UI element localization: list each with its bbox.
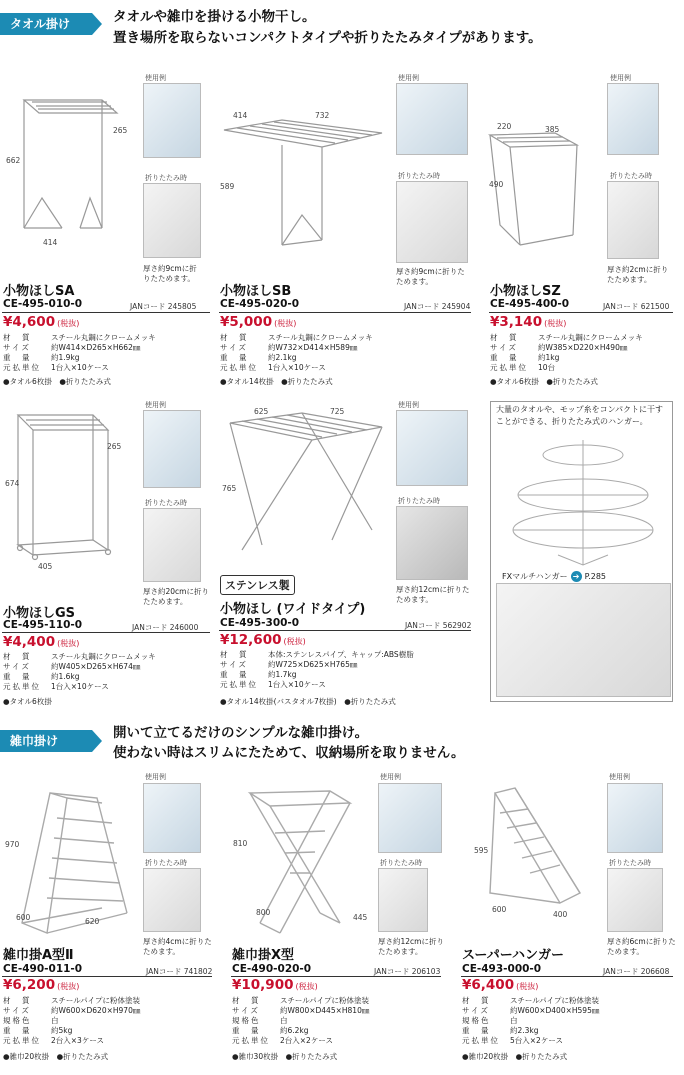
product-code: CE-490-020-0	[232, 963, 312, 975]
photo-folded	[143, 508, 201, 582]
spec-value: スチール丸鋼にクロームメッキ	[51, 652, 156, 661]
dim-width: 414	[43, 238, 58, 247]
dim-width: 800	[256, 908, 271, 917]
spec-row	[462, 1016, 599, 1026]
spec-value: スチールパイプに粉体塗装	[510, 996, 599, 1005]
spec-value: 1台入×10ケース	[51, 363, 109, 372]
price	[462, 977, 538, 993]
spec-value: 5台入×2ケース	[510, 1036, 563, 1045]
price	[3, 634, 79, 650]
price-value: ¥5,000	[220, 314, 273, 330]
jan-code: JANコード 562902	[405, 621, 472, 630]
spec-value: 10台	[538, 363, 556, 372]
spec-row	[490, 343, 643, 353]
product-code: CE-495-020-0	[220, 298, 300, 310]
price	[220, 314, 296, 330]
spec-row	[3, 1006, 140, 1016]
fold-note: 厚さ約12cmに折りたためます。	[378, 937, 444, 956]
spec-row	[3, 353, 156, 363]
divider	[489, 312, 673, 313]
spec-value: 約W725×D625×H765㎜	[268, 660, 358, 669]
photo-use-example	[143, 783, 201, 853]
product-code: CE-490-011-0	[3, 963, 83, 975]
tax-note: (税抜)	[57, 639, 80, 648]
product-code: CE-495-110-0	[3, 619, 83, 631]
photo-use-example	[378, 783, 442, 853]
spec-value: 白	[510, 1016, 518, 1025]
photo-folded	[396, 506, 468, 580]
spec-key: 重 量	[220, 670, 249, 679]
spec-row	[232, 1026, 369, 1036]
spec-row	[462, 1006, 599, 1016]
price-value: ¥6,400	[462, 977, 515, 993]
feature-list: ●タオル14枚掛 ●折りたたみ式	[220, 377, 333, 386]
price	[220, 632, 306, 648]
fold-note: 厚さ約4cmに折りたためます。	[143, 937, 212, 956]
fx-page: P.285	[584, 572, 606, 581]
spec-value: 約W600×D400×H595㎜	[510, 1006, 600, 1015]
spec-value: 約1.7kg	[268, 670, 297, 679]
spec-row	[3, 652, 156, 662]
spec-key: 材 質	[220, 650, 249, 659]
spec-key: 重 量	[462, 1026, 491, 1035]
tax-note: (税抜)	[516, 982, 539, 991]
spec-key: 元払単位	[462, 1036, 500, 1045]
material-badge: ステンレス製	[220, 575, 295, 595]
divider	[219, 312, 471, 313]
photo-folded	[396, 181, 468, 263]
photo-folded	[143, 183, 201, 258]
caption-fold: 折りたたみ時	[145, 859, 187, 867]
caption-use: 使用例	[610, 74, 631, 82]
spec-key: 規格色	[3, 1016, 32, 1025]
spec-value: 約W800×D445×H810㎜	[280, 1006, 370, 1015]
dim-width: 405	[38, 562, 53, 571]
fx-label: FXマルチハンガー	[502, 572, 568, 581]
caption-fold: 折りたたみ時	[380, 859, 422, 867]
spec-row	[220, 680, 414, 690]
spec-list	[462, 996, 599, 1046]
jan-code: JANコード 245805	[130, 302, 197, 311]
fold-note: 厚さ約12cmに折りたためます。	[396, 585, 470, 604]
arrow-right-icon: ➔	[571, 571, 582, 582]
spec-key: サイズ	[220, 343, 248, 352]
spec-key: 材 質	[3, 333, 32, 342]
price	[3, 314, 79, 330]
spec-key: 重 量	[232, 1026, 261, 1035]
product-name: 雑巾掛X型	[232, 948, 295, 963]
spec-row	[3, 682, 156, 692]
caption-use: 使用例	[145, 773, 166, 781]
spec-value: 約W385×D220×H490㎜	[538, 343, 628, 352]
spec-row	[220, 353, 373, 363]
price-value: ¥6,200	[3, 977, 56, 993]
spec-value: スチールパイプに粉体塗装	[51, 996, 140, 1005]
spec-list	[3, 333, 156, 373]
spec-key: 材 質	[462, 996, 491, 1005]
product-code: CE-495-400-0	[490, 298, 570, 310]
product-name: 小物ほしSB	[220, 284, 292, 299]
tax-note: (税抜)	[295, 982, 318, 991]
spec-row	[490, 363, 643, 373]
product-code: CE-493-000-0	[462, 963, 542, 975]
price-value: ¥12,600	[220, 632, 282, 648]
spec-row	[490, 333, 643, 343]
dim-width: 725	[330, 407, 345, 416]
product-drawing-x-type	[230, 773, 370, 943]
dim-height: 674	[5, 479, 20, 488]
divider	[2, 312, 210, 313]
dim-height: 589	[220, 182, 235, 191]
spec-value: 白	[51, 1016, 59, 1025]
feature-list: ●タオル6枚掛	[3, 697, 52, 706]
spec-row	[3, 1026, 140, 1036]
product-code: CE-495-300-0	[220, 617, 300, 629]
fold-note: 厚さ約9cmに折りたためます。	[143, 264, 197, 283]
tax-note: (税抜)	[57, 982, 80, 991]
spec-list	[232, 996, 369, 1046]
caption-use: 使用例	[398, 74, 419, 82]
section-tag-rag: 雑巾掛け	[0, 730, 92, 752]
fold-note: 厚さ約6cmに折りたためます。	[607, 937, 676, 956]
dim-depth: 620	[85, 917, 100, 926]
spec-row	[462, 996, 599, 1006]
product-drawing-sz	[485, 125, 585, 255]
feature-list: ●タオル14枚掛(バスタオル7枚掛) ●折りたたみ式	[220, 697, 396, 706]
photo-folded	[143, 868, 201, 932]
spec-key: 規格色	[232, 1016, 261, 1025]
spec-key: サイズ	[220, 660, 248, 669]
photo-use-example	[607, 83, 659, 155]
spec-value: 約W600×D620×H970㎜	[51, 1006, 141, 1015]
dim-depth: 400	[553, 910, 568, 919]
dim-width: 732	[315, 111, 330, 120]
product-code: CE-495-010-0	[3, 298, 83, 310]
product-name: 小物ほしSZ	[490, 284, 561, 299]
spec-row	[220, 660, 414, 670]
spec-key: 元払単位	[3, 363, 41, 372]
photo-use-example	[143, 410, 201, 488]
photo-folded	[607, 181, 659, 259]
tax-note: (税抜)	[57, 319, 80, 328]
spec-value: スチール丸鋼にクロームメッキ	[538, 333, 643, 342]
spec-row	[220, 343, 373, 353]
caption-use: 使用例	[380, 773, 401, 781]
product-drawing-sb	[222, 115, 392, 265]
price	[490, 314, 566, 330]
dim-width: 600	[492, 905, 507, 914]
spec-value: 約W414×D265×H662㎜	[51, 343, 141, 352]
photo-use-example	[396, 410, 468, 486]
spec-row	[3, 662, 156, 672]
spec-row	[462, 1026, 599, 1036]
spec-value: 約2.1kg	[268, 353, 297, 362]
caption-fold: 折りたたみ時	[145, 499, 187, 507]
spec-key: 元払単位	[3, 1036, 41, 1045]
caption-fold: 折りたたみ時	[609, 859, 651, 867]
caption-use: 使用例	[398, 401, 419, 409]
dim-height: 970	[5, 840, 20, 849]
tax-note: (税抜)	[274, 319, 297, 328]
spec-row	[462, 1036, 599, 1046]
jan-code: JANコード 621500	[603, 302, 670, 311]
spec-row	[3, 996, 140, 1006]
spec-value: 1台入×10ケース	[268, 680, 326, 689]
fold-note: 厚さ約2cmに折りたためます。	[607, 265, 669, 284]
price	[3, 977, 79, 993]
spec-key: 元払単位	[490, 363, 528, 372]
caption-fold: 折りたたみ時	[610, 172, 652, 180]
spec-row	[220, 670, 414, 680]
price-value: ¥4,600	[3, 314, 56, 330]
spec-key: 元払単位	[232, 1036, 270, 1045]
spec-row	[3, 343, 156, 353]
feature-list: ●タオル6枚掛 ●折りたたみ式	[490, 377, 598, 386]
spec-value: 約1kg	[538, 353, 560, 362]
spec-row	[220, 333, 373, 343]
spec-key: 材 質	[220, 333, 249, 342]
fold-note: 厚さ約20cmに折りたためます。	[143, 587, 209, 606]
photo-multi-hanger	[496, 583, 671, 697]
caption-fold: 折りたたみ時	[145, 174, 187, 182]
photo-folded	[378, 868, 428, 932]
dim-depth: 265	[113, 126, 128, 135]
price	[232, 977, 318, 993]
spec-key: 元払単位	[220, 363, 258, 372]
product-name: 雑巾掛A型Ⅱ	[3, 948, 74, 963]
spec-row	[220, 363, 373, 373]
spec-key: 元払単位	[220, 680, 258, 689]
dim-width: 385	[545, 125, 560, 134]
caption-use: 使用例	[145, 401, 166, 409]
spec-row	[220, 650, 414, 660]
spec-value: 約1.6kg	[51, 672, 80, 681]
spec-value: 約W405×D265×H674㎜	[51, 662, 141, 671]
spec-row	[3, 1016, 140, 1026]
spec-list	[3, 652, 156, 692]
dim-height: 662	[6, 156, 21, 165]
spec-key: 規格色	[462, 1016, 491, 1025]
price-value: ¥4,400	[3, 634, 56, 650]
price-value: ¥10,900	[232, 977, 294, 993]
photo-use-example	[607, 783, 663, 853]
caption-use: 使用例	[609, 773, 630, 781]
product-name: 小物ほしGS	[3, 606, 76, 621]
dim-height: 595	[474, 846, 489, 855]
spec-row	[232, 1016, 369, 1026]
spec-value: 約6.2kg	[280, 1026, 309, 1035]
spec-list	[220, 650, 414, 690]
tax-note: (税抜)	[283, 637, 306, 646]
caption-use: 使用例	[145, 74, 166, 82]
section-headline-2: 置き場所を取らないコンパクトタイプや折りたたみタイプがあります。	[113, 30, 542, 46]
divider	[2, 632, 210, 633]
product-name: 小物ほしSA	[3, 284, 75, 299]
spec-row	[232, 1036, 369, 1046]
spec-value: 白	[280, 1016, 288, 1025]
product-drawing-sa	[2, 88, 132, 278]
spec-key: サイズ	[490, 343, 518, 352]
info-text: 大量のタオルや、モップ糸をコンパクトに干すことができる、折りたたみ式のハンガー。	[496, 405, 664, 426]
spec-value: スチールパイプに粉体塗装	[280, 996, 369, 1005]
product-drawing-wide	[222, 405, 392, 565]
feature-list: ●雑巾20枚掛 ●折りたたみ式	[3, 1052, 109, 1061]
spec-row	[490, 353, 643, 363]
spec-value: 約W732×D414×H589㎜	[268, 343, 358, 352]
spec-value: 約2.3kg	[510, 1026, 539, 1035]
spec-value: 2台入×2ケース	[280, 1036, 333, 1045]
dim-width: 600	[16, 913, 31, 922]
section2-headline-1: 開いて立てるだけのシンプルな雑巾掛け。	[113, 725, 369, 741]
spec-key: 重 量	[220, 353, 249, 362]
dim-height: 490	[489, 180, 504, 189]
spec-value: 1台入×10ケース	[51, 682, 109, 691]
spec-row	[3, 363, 156, 373]
fold-note: 厚さ約9cmに折りたためます。	[396, 267, 465, 286]
spec-row	[232, 996, 369, 1006]
jan-code: JANコード 245904	[404, 302, 471, 311]
price-value: ¥3,140	[490, 314, 543, 330]
dim-depth: 625	[254, 407, 269, 416]
multi-hanger-drawing	[498, 430, 668, 570]
spec-key: 材 質	[232, 996, 261, 1005]
spec-key: 重 量	[3, 672, 32, 681]
product-name: スーパーハンガー	[462, 948, 565, 963]
spec-key: 重 量	[3, 1026, 32, 1035]
jan-code: JANコード 206103	[374, 967, 441, 976]
photo-use-example	[396, 83, 468, 155]
jan-code: JANコード 246000	[132, 623, 199, 632]
feature-list: ●雑巾30枚掛 ●折りたたみ式	[232, 1052, 338, 1061]
dim-height: 765	[222, 484, 237, 493]
spec-row	[3, 672, 156, 682]
spec-row	[3, 333, 156, 343]
product-drawing-gs	[8, 400, 138, 570]
spec-key: サイズ	[462, 1006, 490, 1015]
photo-use-example	[143, 83, 201, 158]
caption-fold: 折りたたみ時	[398, 497, 440, 505]
jan-code: JANコード 741802	[146, 967, 213, 976]
dim-depth: 265	[107, 442, 122, 451]
section2-headline-2: 使わない時はスリムにたためて、収納場所を取りません。	[113, 745, 465, 761]
dim-depth: 445	[353, 913, 368, 922]
spec-value: 約5kg	[51, 1026, 73, 1035]
spec-value: 約1.9kg	[51, 353, 80, 362]
dim-depth: 414	[233, 111, 248, 120]
spec-value: 1台入×10ケース	[268, 363, 326, 372]
spec-key: 材 質	[3, 996, 32, 1005]
spec-list	[490, 333, 643, 373]
feature-list: ●タオル6枚掛 ●折りたたみ式	[3, 377, 111, 386]
section-headline-1: タオルや雑巾を掛ける小物干し。	[113, 9, 316, 25]
spec-row	[3, 1036, 140, 1046]
spec-list	[3, 996, 140, 1046]
spec-key: 重 量	[3, 353, 32, 362]
divider	[219, 630, 471, 631]
spec-list	[220, 333, 373, 373]
spec-key: 材 質	[490, 333, 519, 342]
spec-key: 元払単位	[3, 682, 41, 691]
product-name: 小物ほし (ワイドタイプ)	[220, 602, 366, 617]
spec-key: 重 量	[490, 353, 519, 362]
dim-height: 810	[233, 839, 248, 848]
section-tag-towel: タオル掛け	[0, 13, 92, 35]
caption-fold: 折りたたみ時	[398, 172, 440, 180]
spec-key: サイズ	[3, 343, 31, 352]
spec-key: 材 質	[3, 652, 32, 661]
spec-row	[232, 1006, 369, 1016]
photo-folded	[607, 868, 663, 932]
feature-list: ●雑巾20枚掛 ●折りたたみ式	[462, 1052, 568, 1061]
jan-code: JANコード 206608	[603, 967, 670, 976]
spec-value: スチール丸鋼にクロームメッキ	[51, 333, 156, 342]
spec-value: 2台入×3ケース	[51, 1036, 104, 1045]
fx-reference[interactable]	[502, 571, 606, 582]
tax-note: (税抜)	[544, 319, 567, 328]
spec-key: サイズ	[3, 662, 31, 671]
spec-key: サイズ	[232, 1006, 260, 1015]
spec-value: スチール丸鋼にクロームメッキ	[268, 333, 373, 342]
spec-value: 本体:ステンレスパイプ、キャップ:ABS樹脂	[268, 650, 414, 659]
dim-depth: 220	[497, 122, 512, 131]
spec-key: サイズ	[3, 1006, 31, 1015]
